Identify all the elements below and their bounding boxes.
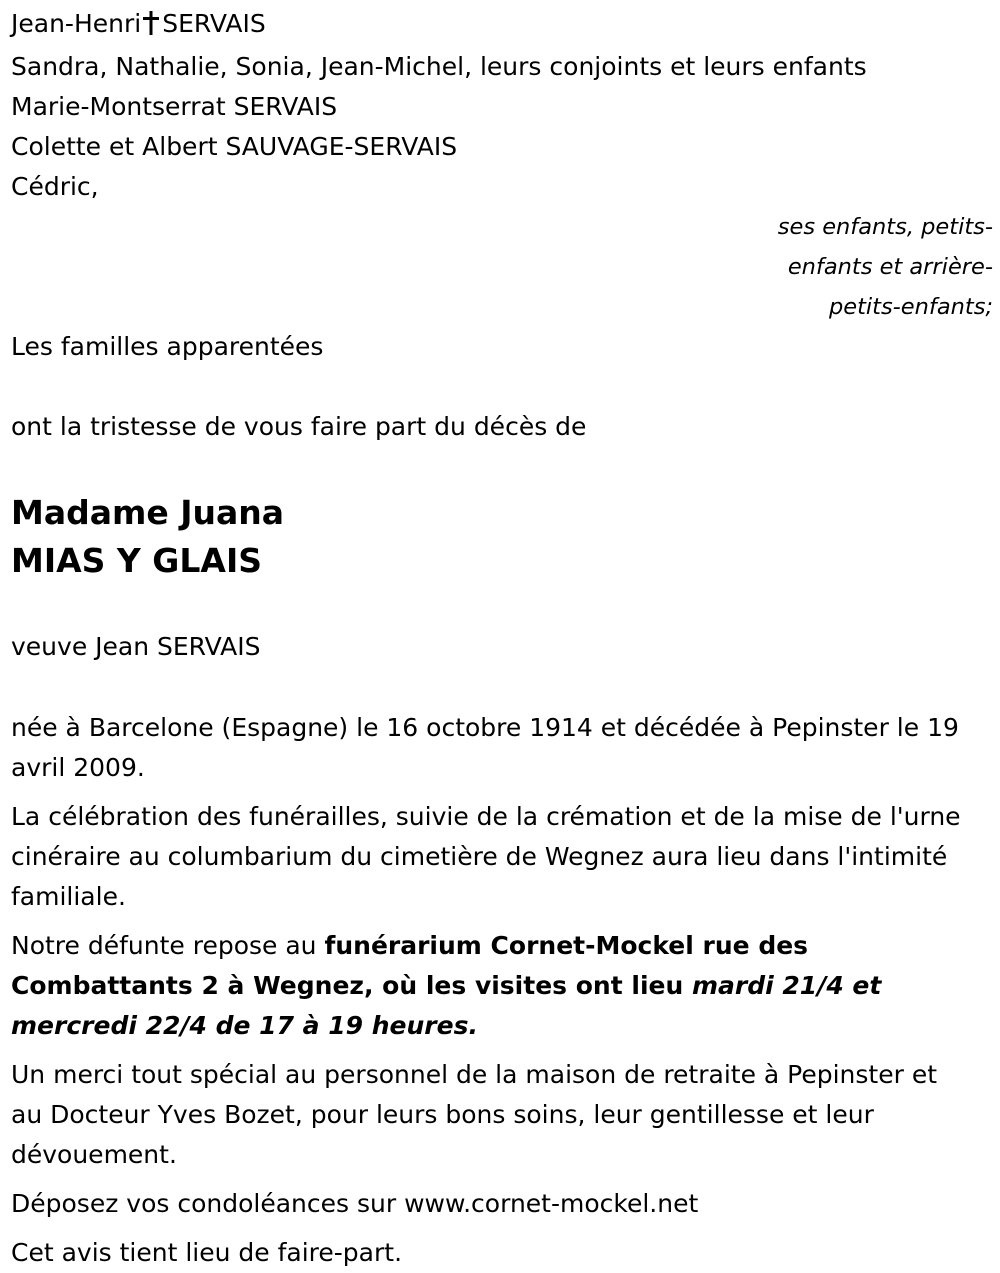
announcement-intro: ont la tristesse de vous faire part du décès de xyxy=(11,412,587,441)
family-line-cedric: Cédric, xyxy=(11,172,99,201)
deceased-name-line2: MIAS Y GLAIS xyxy=(11,541,262,580)
family-line-colette-albert: Colette et Albert SAUVAGE-SERVAIS xyxy=(11,132,458,161)
relatives-line: Les familles apparentées xyxy=(11,332,324,361)
visiting-hours: mardi 21/4 et mercredi 22/4 de 17 à 19 heures. xyxy=(11,971,882,1040)
funerarium-address: funérarium Cornet-Mockel rue des Combattants 2 à Wegnez, où les visites ont lieu xyxy=(11,931,809,1000)
ceremony-paragraph: La célébration des funérailles, suivie de la crémation et de la mise de l'urne cinéraire au columbarium du cimetière de Wegnez aura lieu dans l'intimité familiale. xyxy=(11,802,961,911)
obituary-notice xyxy=(11,0,993,1273)
family-line-marie-montserrat: Marie-Montserrat SERVAIS xyxy=(11,92,338,121)
descendants-line: petits-enfants; xyxy=(828,294,993,320)
thanks-paragraph: Un merci tout spécial au personnel de la maison de retraite à Pepinster et au Docteur Yves Bozet, pour leurs bons soins, leur gentillesse et leur dévouement. xyxy=(11,1060,938,1169)
condolences-paragraph: Déposez vos condoléances sur www.cornet-mockel.net xyxy=(11,1189,699,1218)
birth-death-paragraph: née à Barcelone (Espagne) le 16 octobre 1914 et décédée à Pepinster le 19 avril 2009. xyxy=(11,713,959,782)
notice-paragraph: Cet avis tient lieu de faire-part. xyxy=(11,1238,403,1267)
deceased-name-line1: Madame Juana xyxy=(11,493,285,532)
family-first-name: Jean-Henri xyxy=(11,9,142,38)
deceased-name xyxy=(11,489,993,585)
resting-prefix: Notre défunte repose au xyxy=(11,931,325,960)
family-last-name: SERVAIS xyxy=(162,9,266,38)
widow-line: veuve Jean SERVAIS xyxy=(11,632,261,661)
descendants-line: ses enfants, petits- xyxy=(777,214,993,240)
descendants-line: enfants et arrière- xyxy=(787,254,993,280)
resting-place-paragraph xyxy=(11,926,973,1046)
family-line-jean-henri xyxy=(11,4,993,47)
descendants-note xyxy=(11,207,993,327)
family-line-children: Sandra, Nathalie, Sonia, Jean-Michel, leurs conjoints et leurs enfants xyxy=(11,52,867,81)
latin-cross-icon xyxy=(143,7,159,47)
